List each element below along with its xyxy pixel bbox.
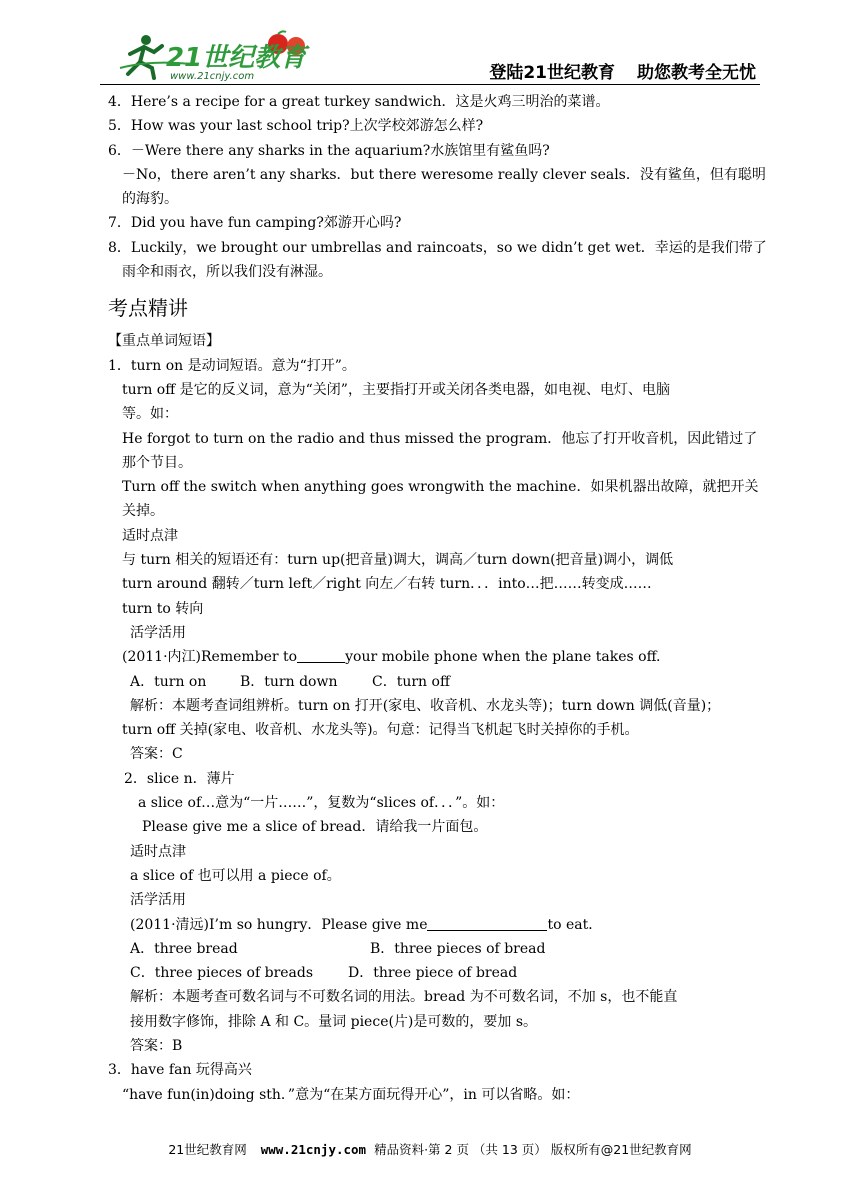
question-2-answer: 答案：B	[130, 1037, 183, 1054]
point-2-example: Please give me a slice of bread．请给我一片面包。	[142, 819, 488, 836]
sentence-6-answer: －No，there aren’t any sharks．but there weresome really clever seals．没有鲨鱼，但有聪明	[122, 166, 766, 183]
point-1-example: Turn off the switch when anything goes wrongwith the machine．如果机器出故障，就把开关	[122, 479, 759, 496]
point-1-example: 关掉。	[122, 503, 164, 520]
question-2-stem: (2011·清远)I’m so hungry．Please give me	[130, 916, 428, 933]
slogan-right: 助您教考全无忧	[637, 63, 756, 83]
sentence-6-question: 6．－Were there any sharks in the aquarium?水族馆里有鲨鱼吗?	[108, 142, 550, 159]
question-1-stem: (2011·内江)Remember to	[122, 649, 298, 666]
option-b: B．three pieces of bread	[370, 940, 546, 957]
sentence-5: 5．How was your last school trip?上次学校郊游怎么样?	[108, 118, 484, 135]
point-1-example: He forgot to turn on the radio and thus missed the program．他忘了打开收音机，因此错过了	[122, 430, 758, 447]
tip-heading: 适时点津	[130, 843, 186, 860]
point-1-example: 那个节目。	[122, 454, 192, 471]
point-1-text: 等。如：	[122, 406, 178, 423]
sentence-8: 8．Luckily，we brought our umbrellas and raincoats，so we didn’t get wet．幸运的是我们带了	[108, 239, 767, 256]
point-1-text: turn off 是它的反义词，意为“关闭”，主要指打开或关闭各类电器，如电视、电灯、电脑	[122, 381, 670, 398]
question-2-explanation: 解析：本题考查可数名词与不可数名词的用法。bread 为不可数名词，不加 s，也不能直	[130, 989, 678, 1006]
question-2-explanation: 接用数字修饰，排除 A 和 C。量词 piece(片)是可数的，要加 s。	[130, 1013, 538, 1030]
subsection-title: 【重点单词短语】	[108, 333, 220, 350]
point-3-title: 3．have fan 玩得高兴	[108, 1062, 252, 1079]
point-3-text: “have fun(in)doing sth．”意为“在某方面玩得开心”，in 可以省略。如：	[122, 1086, 580, 1103]
slogan-left: 登陆21世纪教育	[489, 63, 615, 83]
question-2	[108, 913, 758, 937]
section-title: 考点精讲	[108, 296, 188, 321]
footer-url: www.21cnjy.com	[260, 1142, 367, 1157]
page-footer	[0, 1140, 860, 1158]
question-1	[108, 645, 758, 669]
option-b: B．turn down	[240, 673, 338, 690]
document-body	[108, 90, 767, 1107]
sentence-7: 7．Did you have fun camping?郊游开心吗?	[108, 215, 402, 232]
point-2-tip: a slice of 也可以用 a piece of。	[130, 867, 341, 884]
option-c: C．turn off	[372, 673, 450, 690]
practice-heading: 活学活用	[130, 624, 186, 641]
question-1-explanation: turn off 关掉(家电、收音机、水龙头等)。句意：记得当飞机起飞时关掉你的手机。	[122, 722, 639, 739]
option-a: A．three bread	[130, 940, 238, 957]
logo-url: www.21cnjy.com	[170, 71, 255, 82]
question-1-answer: 答案：C	[130, 746, 183, 763]
option-a: A．turn on	[130, 673, 207, 690]
question-1-options	[108, 670, 758, 694]
point-1-title: 1．turn on 是动词短语。意为“打开”。	[108, 357, 356, 374]
question-2-stem-end: to eat．	[547, 916, 603, 933]
sentence-4: 4．Here’s a recipe for a great turkey sandwich．这是火鸡三明治的菜谱。	[108, 94, 610, 110]
header-slogan	[489, 58, 756, 83]
point-1-phrases: 与 turn 相关的短语还有：turn up(把音量)调大，调高／turn down(把音量)调小，调低	[122, 552, 674, 569]
footer-site: 21世纪教育网	[168, 1142, 247, 1157]
point-2-title: 2．slice n．薄片	[124, 770, 235, 787]
answer-blank	[427, 916, 547, 931]
point-1-phrases: turn to 转向	[122, 600, 204, 617]
footer-info: 精品资料·第 2 页 （共 13 页） 版权所有@21世纪教育网	[374, 1142, 692, 1157]
option-c: C．three pieces of breads	[130, 965, 314, 982]
question-2-options	[108, 961, 758, 985]
question-1-stem-end: your mobile phone when the plane takes off.	[345, 649, 661, 666]
point-2-text: a slice of…意为“一片……”，复数为“slices of．．．”。如：	[138, 795, 505, 812]
sentence-8-cont: 雨伞和雨衣，所以我们没有淋湿。	[122, 264, 332, 281]
sentence-6-answer-cont: 的海豹。	[122, 191, 178, 208]
answer-blank	[297, 648, 345, 663]
question-2-options	[108, 937, 758, 961]
question-1-explanation: 解析：本题考查词组辨析。turn on 打开(家电、收音机、水龙头等)；turn down 调低(音量)；	[130, 697, 721, 714]
logo-21cnjy	[110, 30, 320, 82]
logo-title: 21世纪教育	[166, 43, 307, 73]
practice-heading: 活学活用	[130, 892, 186, 909]
page-header	[100, 28, 760, 85]
option-d: D．three piece of bread	[348, 965, 518, 982]
tip-heading: 适时点津	[122, 527, 178, 544]
point-1-phrases: turn around 翻转／turn left／right 向左／右转 turn．．．into…把……转变成……	[122, 576, 652, 593]
